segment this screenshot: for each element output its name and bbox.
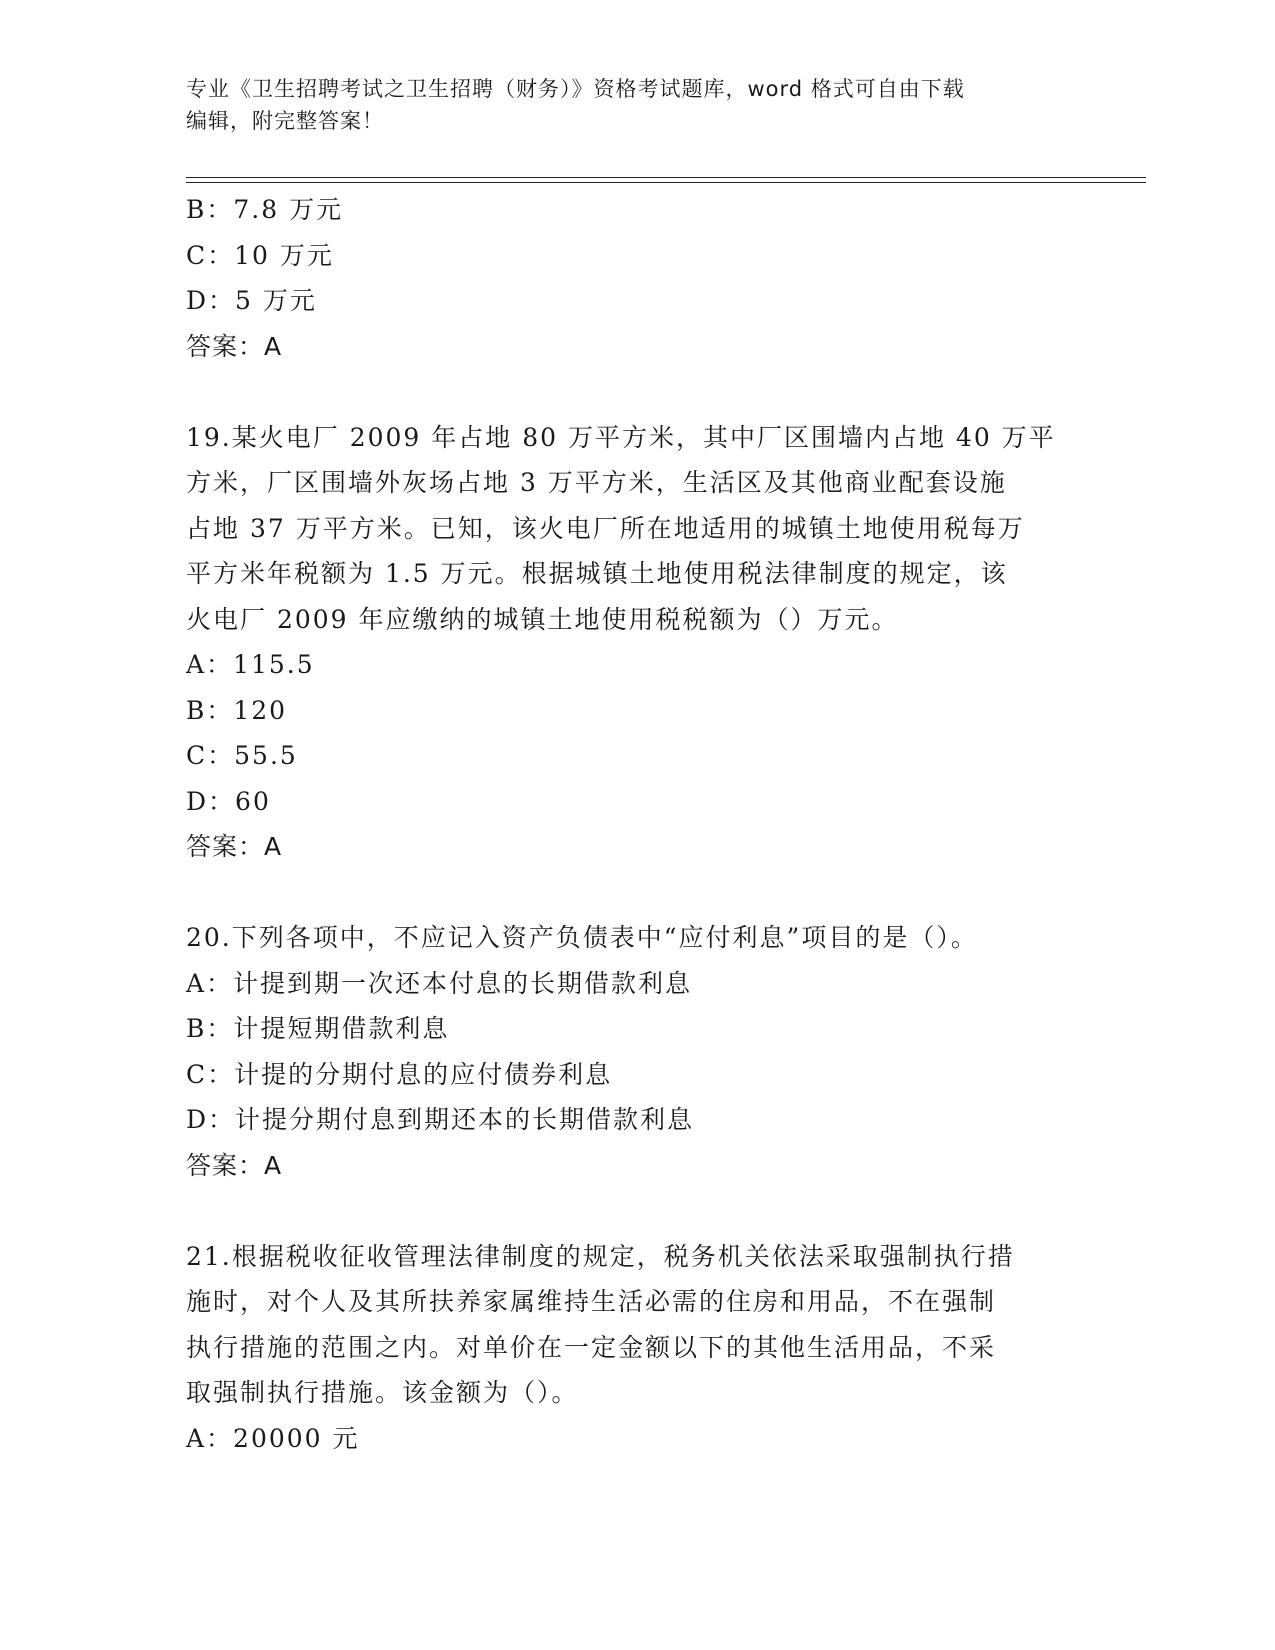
answer: 答案：A: [186, 331, 283, 361]
header-line-2: 编辑，附完整答案！: [186, 109, 384, 133]
answer: 答案：A: [186, 832, 283, 861]
question-20: [186, 915, 1086, 1188]
option-b: B：120: [186, 695, 288, 725]
answer: 答案：A: [186, 1150, 283, 1180]
document-body: [186, 187, 1086, 1461]
question-19: [186, 415, 1086, 870]
question-text-line: 取强制执行措施。该金额为（）。: [186, 1378, 579, 1407]
page-header: [186, 73, 1086, 137]
header-divider-top: [186, 177, 1146, 178]
option-b: B：7.8 万元: [186, 195, 344, 224]
question-21: [186, 1234, 1086, 1462]
option-d: D：计提分期付息到期还本的长期借款利息: [186, 1105, 695, 1134]
header-divider-bottom: [186, 182, 1146, 183]
option-c: C：55.5: [186, 741, 298, 770]
question-text-line: 施时，对个人及其所扶养家属维持生活必需的住房和用品，不在强制: [186, 1287, 997, 1316]
option-c: C：10 万元: [186, 240, 334, 270]
question-text-line: 火电厂 2009 年应缴纳的城镇土地使用税税额为（）万元。: [186, 604, 899, 634]
question-text-line: 平方米年税额为 1.5 万元。根据城镇土地使用税法律制度的规定，该: [186, 559, 1008, 588]
option-a: A：115.5: [186, 650, 315, 679]
question-text-line: 方米，厂区围墙外灰场占地 3 万平方米，生活区及其他商业配套设施: [186, 468, 1007, 497]
option-c: C：计提的分期付息的应付债券利息: [186, 1059, 613, 1089]
question-text-line: 执行措施的范围之内。对单价在一定金额以下的其他生活用品，不采: [186, 1332, 997, 1362]
spacer: [186, 870, 1086, 916]
spacer: [186, 369, 1086, 415]
question-text-line: 占地 37 万平方米。已知，该火电厂所在地适用的城镇土地使用税每万: [186, 513, 1025, 543]
option-a: A：20000 元: [186, 1423, 360, 1453]
option-d: D：5 万元: [186, 286, 317, 315]
spacer: [186, 1188, 1086, 1234]
question-text-line: 21.根据税收征收管理法律制度的规定，税务机关依法采取强制执行措: [186, 1241, 1015, 1271]
question-text-line: 20.下列各项中，不应记入资产负债表中“应付利息”项目的是（）。: [186, 923, 978, 952]
header-line-1: 专业《卫生招聘考试之卫生招聘（财务）》资格考试题库，word 格式可自由下载: [186, 77, 965, 101]
option-d: D：60: [186, 786, 271, 816]
option-b: B：计提短期借款利息: [186, 1014, 450, 1043]
question-text-line: 19.某火电厂 2009 年占地 80 万平方米，其中厂区围墙内占地 40 万平: [186, 422, 1056, 452]
option-a: A：计提到期一次还本付息的长期借款利息: [186, 968, 693, 998]
question-18-tail: [186, 187, 1086, 369]
